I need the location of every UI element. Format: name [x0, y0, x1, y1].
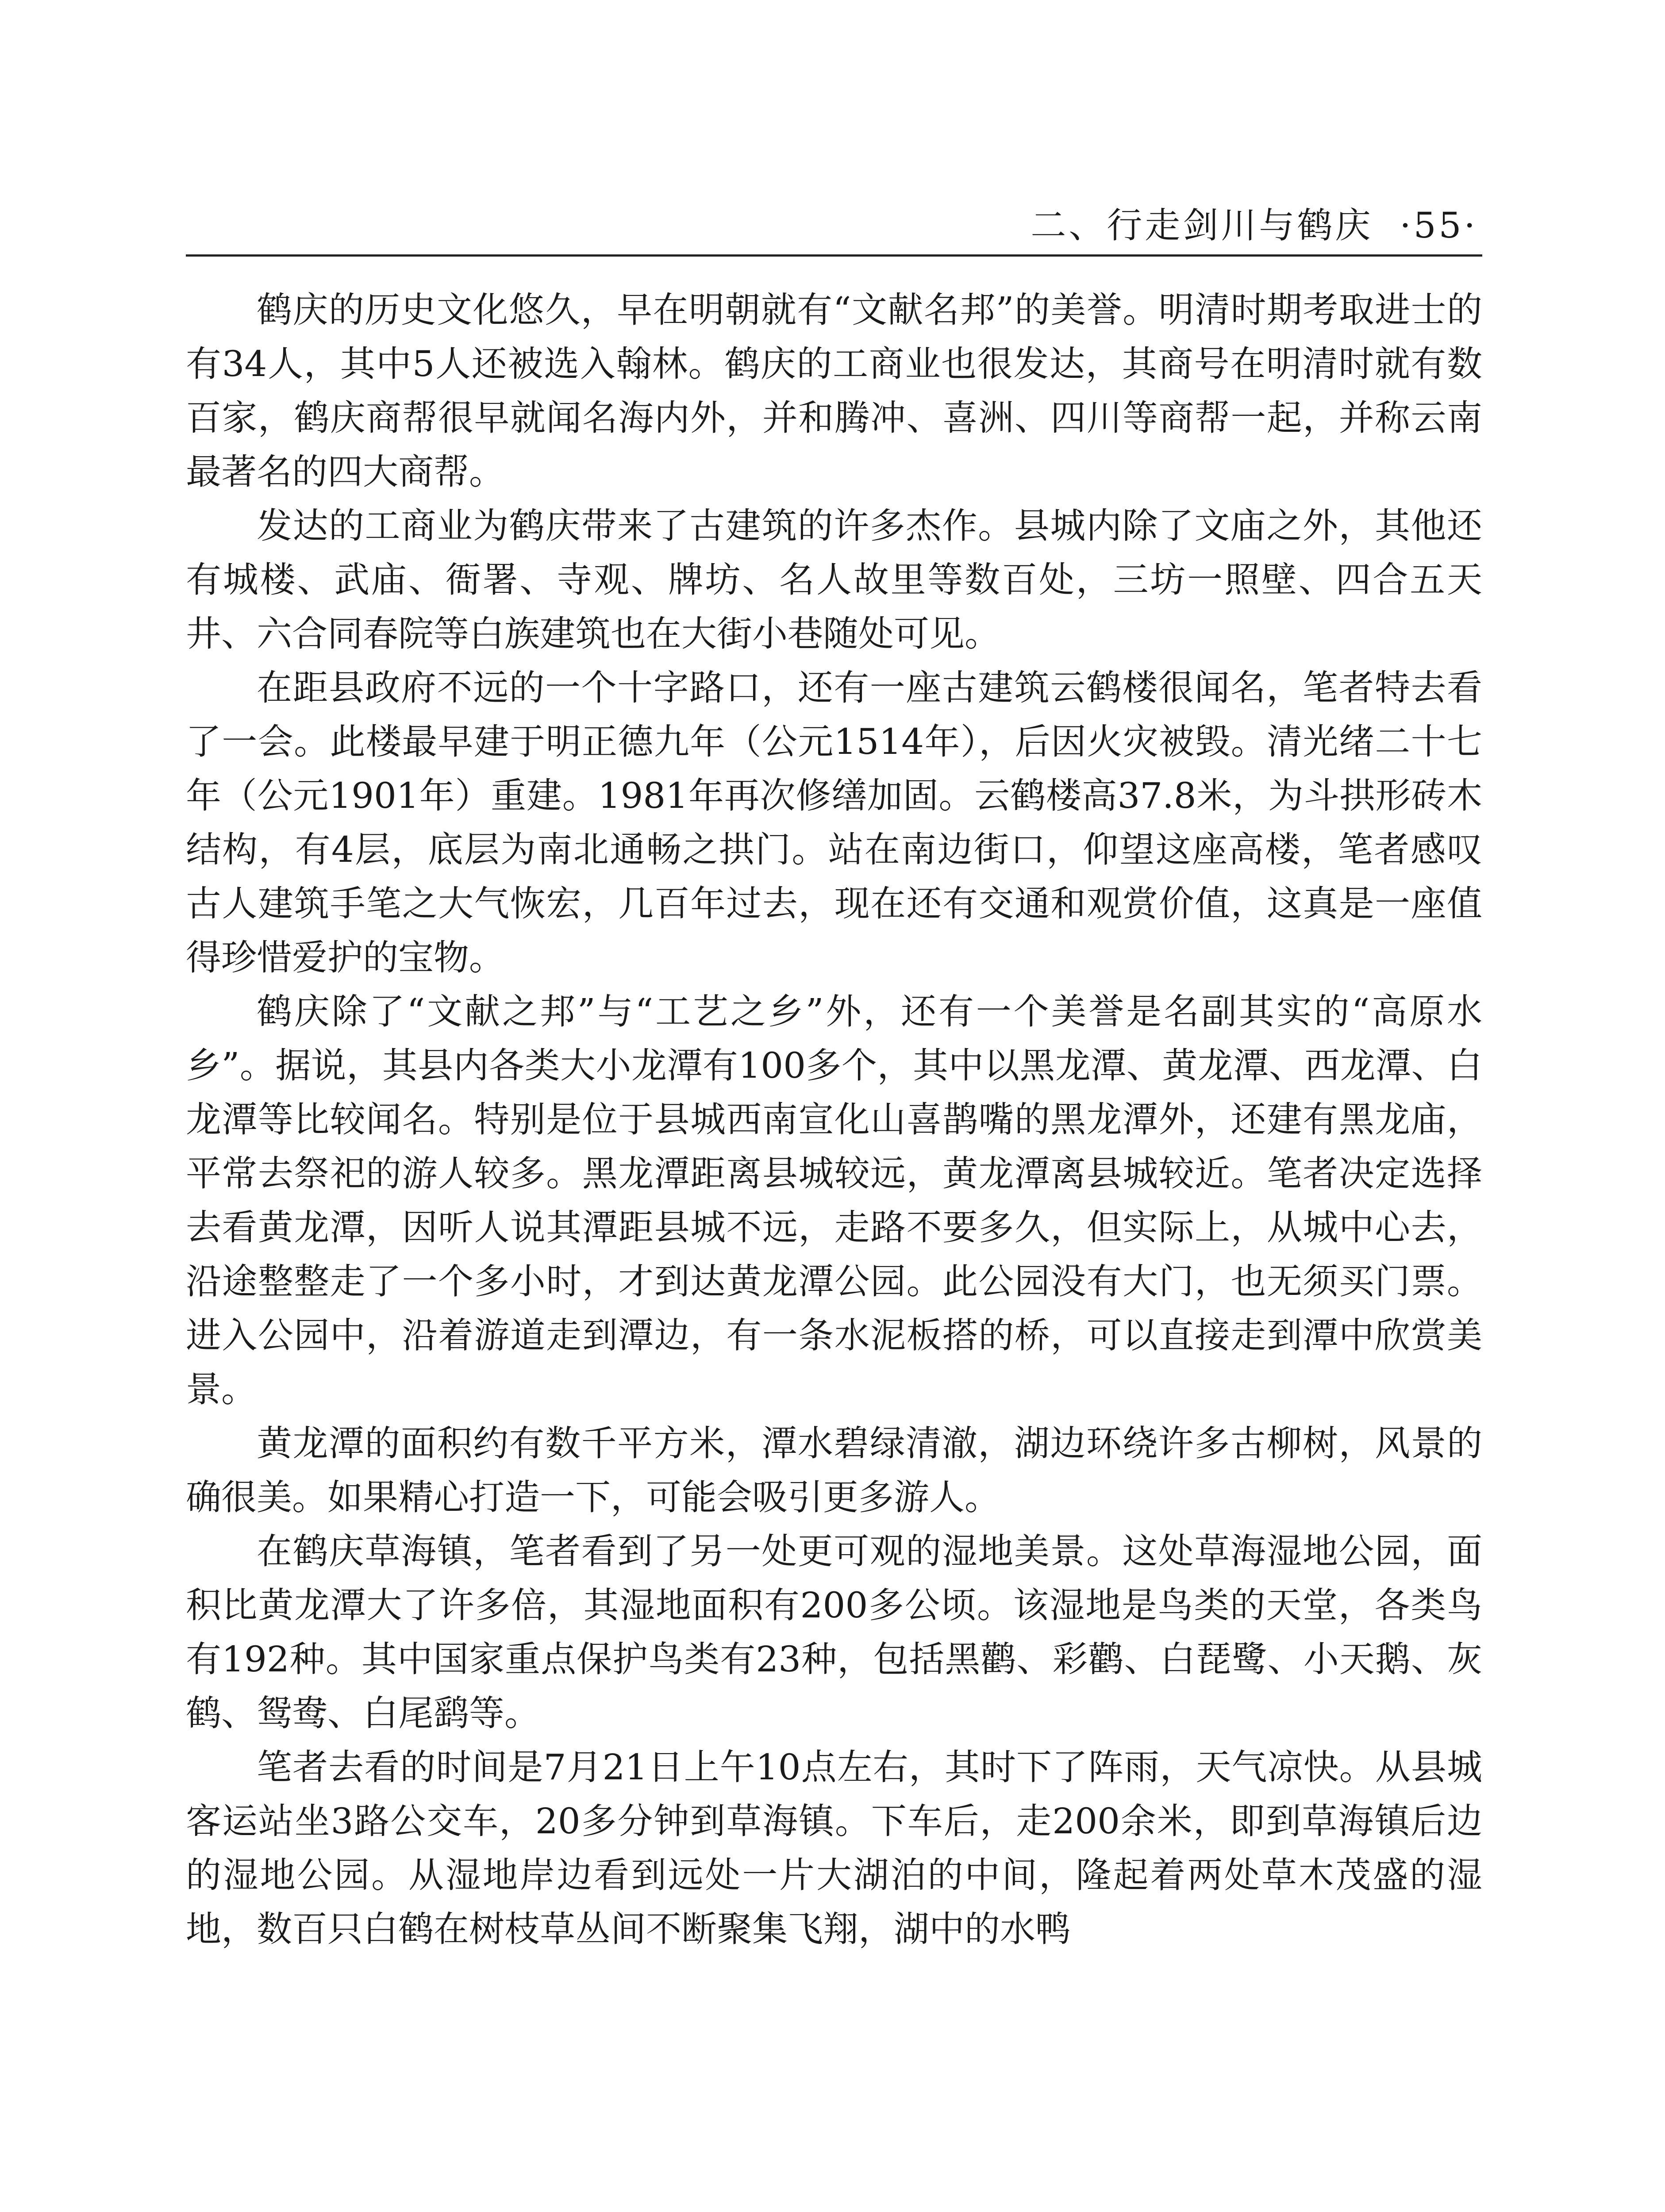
page-number: ·55·	[1400, 205, 1478, 246]
paragraph: 在鹤庆草海镇，笔者看到了另一处更可观的湿地美景。这处草海湿地公园，面积比黄龙潭大了许多倍，其湿地面积有200多公顷。该湿地是鸟类的天堂，各类鸟有192种。其中国家重点保护鸟类有23种，包括黑鹳、彩鹳、白琵鹭、小天鹅、灰鹤、鸳鸯、白尾鹞等。	[186, 1531, 1482, 1734]
running-header	[186, 177, 1482, 257]
running-header-text	[1031, 204, 1478, 248]
body-text	[186, 283, 1482, 1956]
paragraph: 鹤庆的历史文化悠久，早在明朝就有“文献名邦”的美誉。明清时期考取进士的有34人，其中5人还被选入翰林。鹤庆的工商业也很发达，其商号在明清时就有数百家，鹤庆商帮很早就闻名海内外，并和腾冲、喜洲、四川等商帮一起，并称云南最著名的四大商帮。	[186, 289, 1482, 492]
paragraph: 鹤庆除了“文献之邦”与“工艺之乡”外，还有一个美誉是名副其实的“高原水乡”。据说，其县内各类大小龙潭有100多个，其中以黑龙潭、黄龙潭、西龙潭、白龙潭等比较闻名。特别是位于县城西南宣化山喜鹊嘴的黑龙潭外，还建有黑龙庙，平常去祭祀的游人较多。黑龙潭距离县城较远，黄龙潭离县城较近。笔者决定选择去看黄龙潭，因听人说其潭距县城不远，走路不要多久，但实际上，从城中心去，沿途整整走了一个多小时，才到达黄龙潭公园。此公园没有大门，也无须买门票。进入公园中，沿着游道走到潭边，有一条水泥板搭的桥，可以直接走到潭中欣赏美景。	[186, 991, 1482, 1410]
paragraph: 黄龙潭的面积约有数千平方米，潭水碧绿清澈，湖边环绕许多古柳树，风景的确很美。如果精心打造一下，可能会吸引更多游人。	[186, 1423, 1482, 1518]
paragraph: 发达的工商业为鹤庆带来了古建筑的许多杰作。县城内除了文庙之外，其他还有城楼、武庙、衙署、寺观、牌坊、名人故里等数百处，三坊一照壁、四合五天井、六合同春院等白族建筑也在大街小巷随处可见。	[186, 505, 1482, 654]
chapter-title: 二、行走剑川与鹤庆	[1031, 205, 1373, 246]
paragraph: 笔者去看的时间是7月21日上午10点左右，其时下了阵雨，天气凉快。从县城客运站坐3路公交车，20多分钟到草海镇。下车后，走200余米，即到草海镇后边的湿地公园。从湿地岸边看到远处一片大湖泊的中间，隆起着两处草木茂盛的湿地，数百只白鹤在树枝草丛间不断聚集飞翔，湖中的水鸭	[186, 1747, 1482, 1950]
paragraph: 在距县政府不远的一个十字路口，还有一座古建筑云鹤楼很闻名，笔者特去看了一会。此楼最早建于明正德九年（公元1514年），后因火灾被毁。清光绪二十七年（公元1901年）重建。1981年再次修缮加固。云鹤楼高37.8米，为斗拱形砖木结构，有4层，底层为南北通畅之拱门。站在南边街口，仰望这座高楼，笔者感叹古人建筑手笔之大气恢宏，几百年过去，现在还有交通和观赏价值，这真是一座值得珍惜爱护的宝物。	[186, 667, 1482, 978]
header-rule	[186, 254, 1482, 257]
